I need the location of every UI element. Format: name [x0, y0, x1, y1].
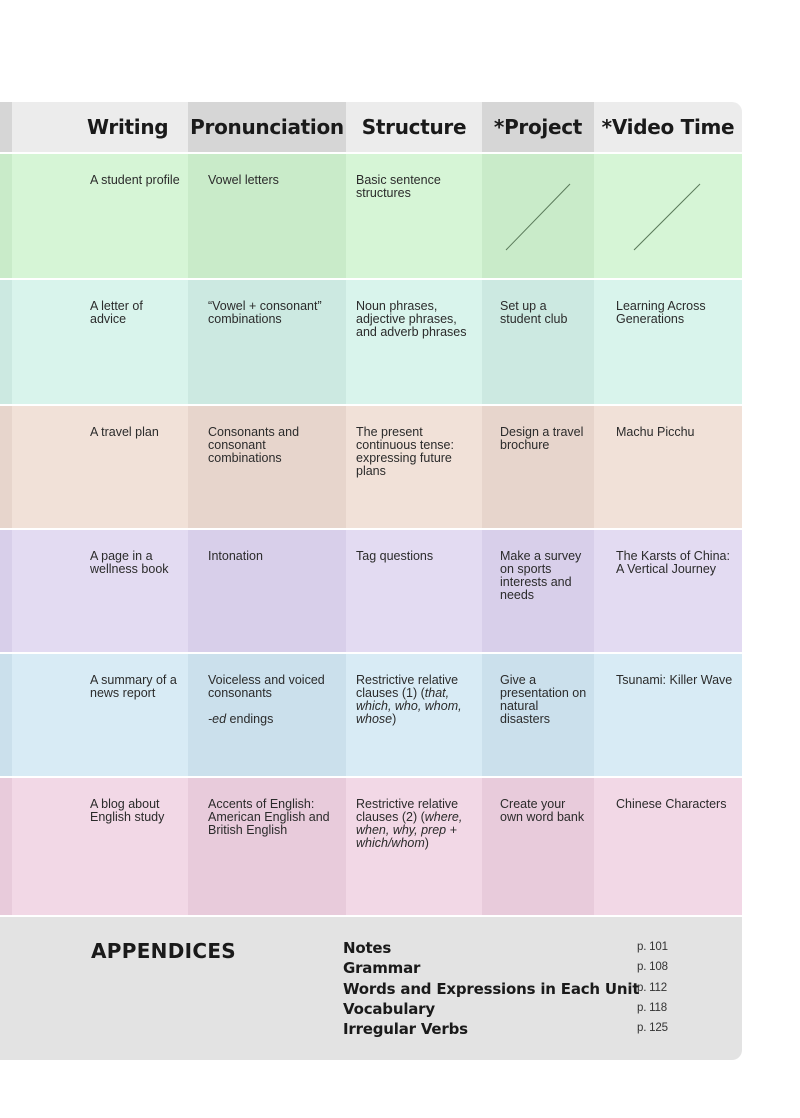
pronunciation-extra-rest: endings [226, 712, 274, 726]
header-writing: Writing [12, 102, 188, 152]
appendices-list [343, 939, 683, 1040]
pronunciation-cell: “Vowel + consonant” combinations [188, 280, 346, 404]
table-row [0, 406, 742, 528]
writing-cell: A student profile [12, 154, 188, 278]
appendix-label: Grammar [343, 959, 421, 978]
video-cell: The Karsts of China: A Vertical Journey [594, 530, 742, 652]
pronunciation-cell [188, 654, 346, 776]
appendix-label: Irregular Verbs [343, 1020, 468, 1039]
project-cell: Design a travel brochure [482, 406, 594, 528]
project-cell: Create your own word bank [482, 778, 594, 915]
structure-cell: Noun phrases, adjective phrases, and adverb phrases [346, 280, 482, 404]
structure-cell [346, 654, 482, 776]
row-edge-cell [0, 406, 12, 528]
pronunciation-cell: Vowel letters [188, 154, 346, 278]
table-row [0, 530, 742, 652]
structure-text-post: ) [392, 712, 397, 726]
video-cell: Machu Picchu [594, 406, 742, 528]
writing-cell: A summary of a news report [12, 654, 188, 776]
structure-cell: Tag questions [346, 530, 482, 652]
project-cell: Make a survey on sports interests and needs [482, 530, 594, 652]
pronunciation-cell: Intonation [188, 530, 346, 652]
writing-cell: A page in a wellness book [12, 530, 188, 652]
structure-cell [346, 778, 482, 915]
header-video-time: *Video Time [594, 102, 742, 152]
row-edge-cell [0, 778, 12, 915]
structure-cell: The present continuous tense: expressing future plans [346, 406, 482, 528]
appendices-section [0, 917, 742, 1060]
appendices-title: APPENDICES [91, 939, 236, 963]
contents-table [0, 102, 742, 1060]
structure-text-pre: Restrictive relative clauses (1) ( [356, 673, 459, 700]
pronunciation-extra-italic: -ed [208, 712, 227, 726]
header-edge-cell [0, 102, 12, 152]
project-cell: Set up a student club [482, 280, 594, 404]
appendix-item[interactable] [343, 939, 683, 959]
video-cell: Chinese Characters [594, 778, 742, 915]
appendix-page-number: p. 118 [637, 1001, 667, 1014]
project-cell [482, 154, 594, 278]
header-structure: Structure [346, 102, 482, 152]
pronunciation-cell: Consonants and consonant combinations [188, 406, 346, 528]
writing-cell: A blog about English study [12, 778, 188, 915]
appendix-label: Words and Expressions in Each Unit [343, 979, 640, 998]
project-cell: Give a presentation on natural disasters [482, 654, 594, 776]
appendix-page-number: p. 108 [637, 961, 668, 974]
header-pronunciation: Pronunciation [188, 102, 346, 152]
appendix-page-number: p. 101 [637, 941, 668, 953]
structure-cell: Basic sentence structures [346, 154, 482, 278]
appendix-page-number: p. 125 [637, 1022, 668, 1035]
row-edge-cell [0, 154, 12, 278]
pronunciation-cell: Accents of English: American English and British English [188, 778, 346, 915]
row-edge-cell [0, 280, 12, 404]
empty-cell-slash [594, 154, 742, 278]
pronunciation-extra-text [208, 713, 340, 726]
appendix-item[interactable] [343, 1020, 683, 1040]
row-edge-cell [0, 530, 12, 652]
empty-cell-slash [482, 154, 594, 278]
structure-text-italic: that, which, who, whom, whose [356, 686, 462, 726]
appendix-item[interactable] [343, 1000, 683, 1020]
structure-text-post: ) [424, 836, 429, 850]
video-cell [594, 154, 742, 278]
header-project: *Project [482, 102, 594, 152]
appendix-label: Notes [343, 939, 392, 957]
appendix-label: Vocabulary [343, 999, 435, 1018]
table-row [0, 280, 742, 404]
pronunciation-main-text: Voiceless and voiced consonants [208, 673, 325, 700]
appendix-item[interactable] [343, 959, 683, 979]
structure-text-pre: Restrictive relative clauses (2) ( [356, 797, 459, 824]
table-row [0, 654, 742, 776]
row-edge-cell [0, 654, 12, 776]
writing-cell: A letter of advice [12, 280, 188, 404]
structure-text-italic: where, when, why, prep + which/whom [356, 810, 463, 850]
table-row [0, 778, 742, 915]
appendix-page-number: p. 112 [637, 981, 667, 994]
appendix-item[interactable] [343, 980, 683, 1000]
video-cell: Tsunami: Killer Wave [594, 654, 742, 776]
writing-cell: A travel plan [12, 406, 188, 528]
video-cell: Learning Across Generations [594, 280, 742, 404]
table-row [0, 154, 742, 278]
